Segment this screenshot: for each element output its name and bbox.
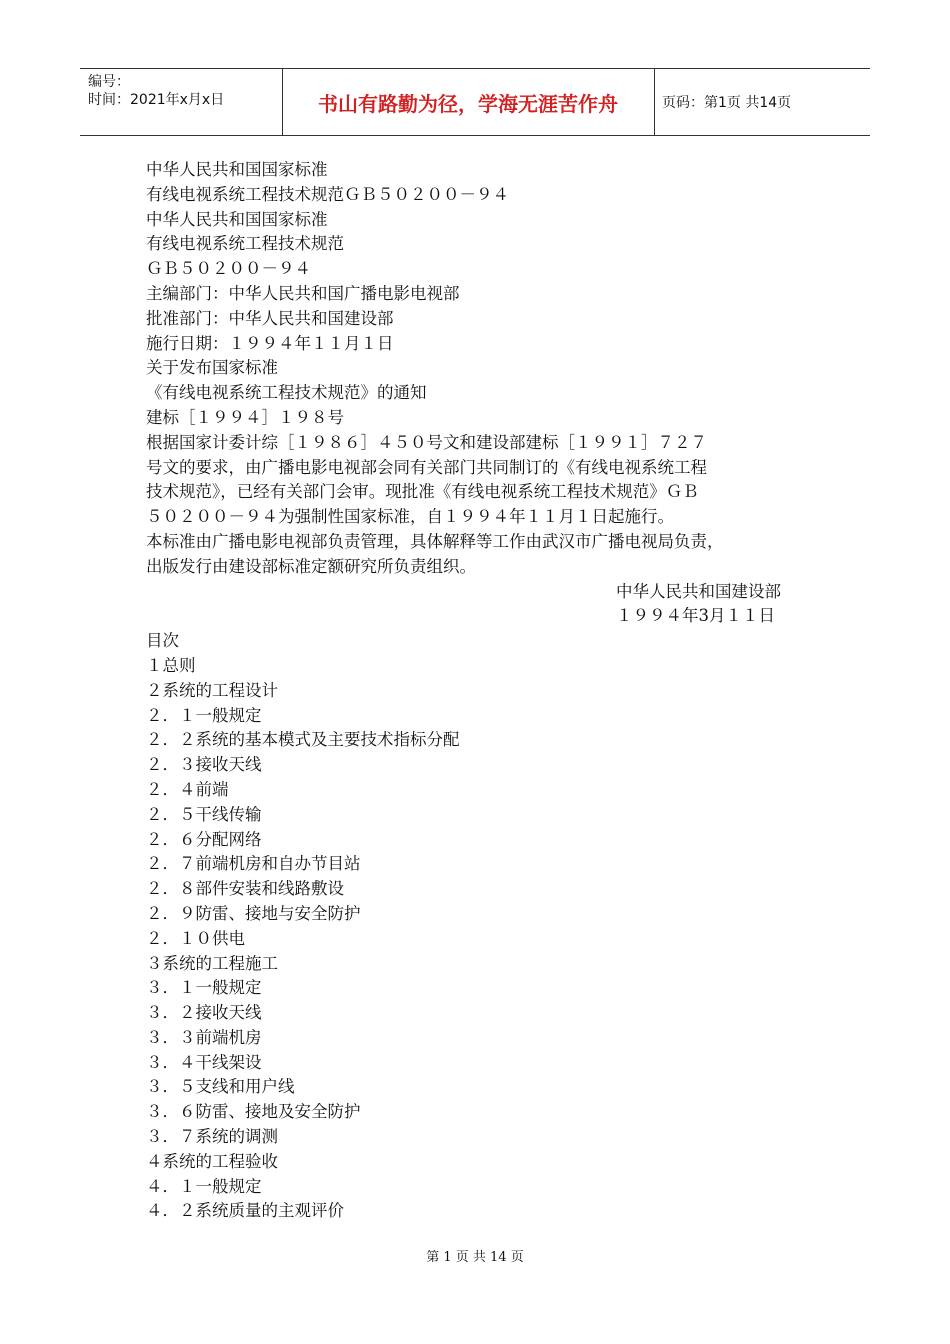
page-footer: 第 1 页 共 14 页 <box>426 1250 524 1265</box>
body-line: 出版发行由建设部标准定额研究所负责组织。 <box>146 556 476 576</box>
body-line: 根据国家计委计综［１９８６］４５０号文和建设部建标［１９９１］７２７ <box>146 432 707 452</box>
body-line: 本标准由广播电影电视部负责管理，具体解释等工作由武汉市广播电视局负责， <box>146 531 724 551</box>
header-motto: 书山有路勤为径，学海无涯苦作舟 <box>318 91 618 116</box>
body-line: 建标［１９９４］１９８号 <box>146 407 344 427</box>
body-line: 号文的要求，由广播电影电视部会同有关部门共同制订的《有线电视系统工程 <box>146 457 707 477</box>
toc-item: ４系统的工程验收 <box>146 1151 278 1171</box>
toc-item: ３．２接收天线 <box>146 1003 262 1023</box>
page-header <box>80 68 870 136</box>
toc-item: ２．５干线传输 <box>146 804 262 824</box>
toc-item: ３．３前端机房 <box>146 1027 262 1047</box>
toc-item: ２．３接收天线 <box>146 755 262 775</box>
toc-item: ２．１一般规定 <box>146 705 262 725</box>
toc-item: ２系统的工程设计 <box>146 680 278 700</box>
toc-item: ２．７前端机房和自办节目站 <box>146 854 361 874</box>
body-line: 施行日期：１９９４年１１月１日 <box>146 333 394 353</box>
body-line: 中华人民共和国国家标准 <box>146 160 328 179</box>
signature: 中华人民共和国建设部 <box>616 581 781 601</box>
body-line: 批准部门：中华人民共和国建设部 <box>146 308 394 328</box>
toc-item: ３．６防雷、接地及安全防护 <box>146 1102 361 1122</box>
toc-item: ２．８部件安装和线路敷设 <box>146 879 344 899</box>
body-line: 有线电视系统工程技术规范ＧＢ５０２００－９４ <box>146 184 509 204</box>
body-line: 中华人民共和国国家标准 <box>146 209 328 229</box>
body-line: ５０２００－９４为强制性国家标准，自１９９４年１１月１日起施行。 <box>146 507 674 527</box>
toc-item: ２．２系统的基本模式及主要技术指标分配 <box>146 730 460 750</box>
body-line: 《有线电视系统工程技术规范》的通知 <box>146 383 427 403</box>
body-line: 主编部门：中华人民共和国广播电影电视部 <box>146 283 460 303</box>
toc-item: ３系统的工程施工 <box>146 953 278 973</box>
toc-item: １总则 <box>146 655 196 675</box>
header-page-info: 页码：第1页 共14页 <box>662 95 792 111</box>
document-number-label: 编号： <box>88 74 130 90</box>
body-line: 有线电视系统工程技术规范 <box>146 234 344 254</box>
toc-item: ２．６分配网络 <box>146 829 262 849</box>
header-divider <box>654 69 655 135</box>
toc-item: ４．２系统质量的主观评价 <box>146 1201 344 1221</box>
toc-item: ２．４前端 <box>146 779 229 799</box>
toc-item: ２．９防雷、接地与安全防护 <box>146 903 361 923</box>
toc-item: ４．１一般规定 <box>146 1176 262 1196</box>
toc-item: ３．４干线架设 <box>146 1052 262 1072</box>
toc-item: ３．５支线和用户线 <box>146 1077 295 1097</box>
body-line: 技术规范》，已经有关部门会审。现批准《有线电视系统工程技术规范》ＧＢ <box>146 482 699 502</box>
toc-item: ２．１０供电 <box>146 928 245 948</box>
signature-date: １９９４年3月１１日 <box>616 606 775 626</box>
body-line: 关于发布国家标准 <box>146 358 278 378</box>
document-time-label: 时间：2021年x月x日 <box>88 92 225 108</box>
toc-item: ３．７系统的调测 <box>146 1127 278 1147</box>
header-meta <box>88 73 280 109</box>
toc-item: ３．１一般规定 <box>146 978 262 998</box>
document-body <box>146 158 816 1224</box>
body-line: ＧＢ５０２００－９４ <box>146 259 311 279</box>
toc-title: 目次 <box>146 631 179 651</box>
